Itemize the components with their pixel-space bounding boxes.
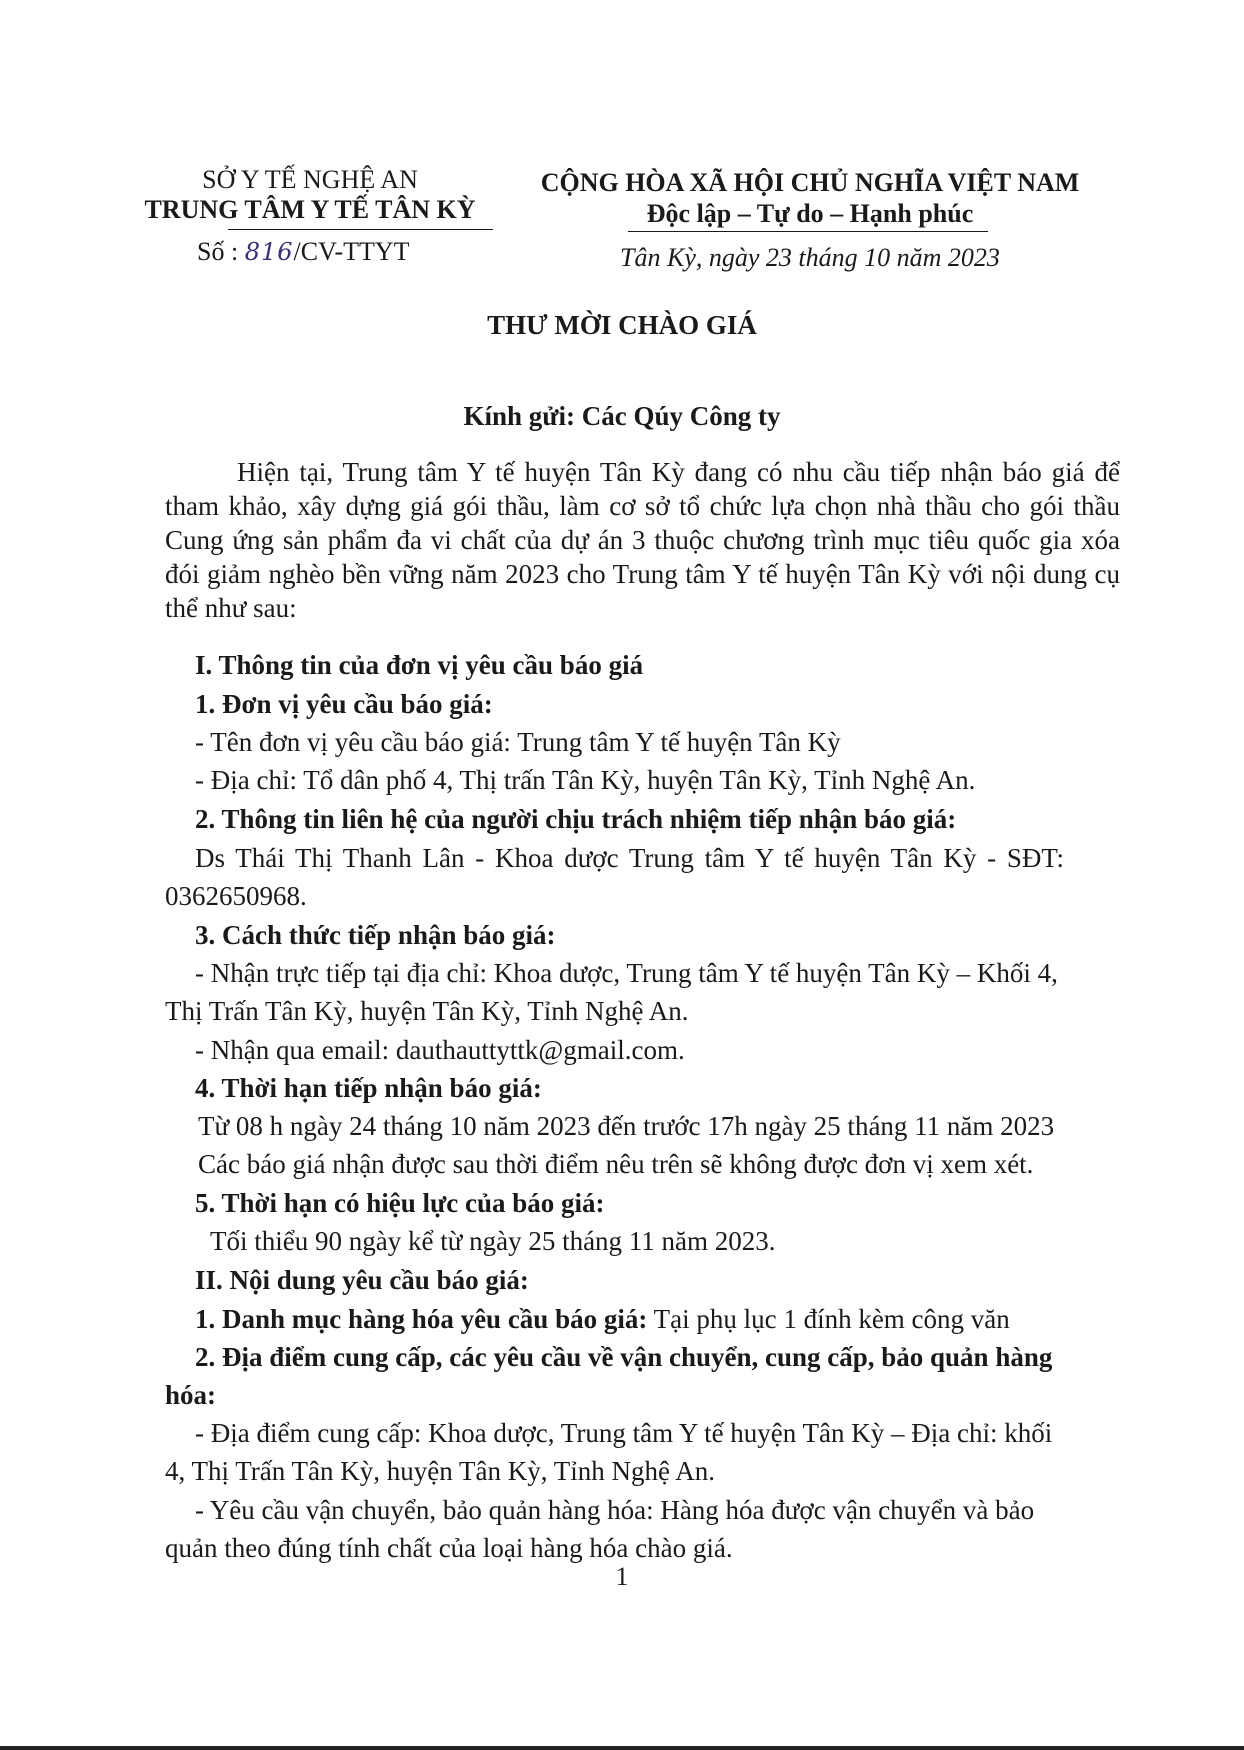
national-motto: Độc lập – Tự do – Hạnh phúc bbox=[646, 199, 974, 228]
section1-1-line1: - Tên đơn vị yêu cầu báo giá: Trung tâm Y tế huyện Tân Kỳ bbox=[195, 727, 841, 757]
section2-1-label: 1. Danh mục hàng hóa yêu cầu báo giá: bbox=[195, 1304, 648, 1334]
page-title: THƯ MỜI CHÀO GIÁ bbox=[487, 310, 757, 340]
section1-3-line1: - Nhận trực tiếp tại địa chỉ: Khoa dược, Trung tâm Y tế huyện Tân Kỳ – Khối 4, bbox=[195, 958, 1058, 988]
intro-paragraph: Hiện tại, Trung tâm Y tế huyện Tân Kỳ đang có nhu cầu tiếp nhận báo giá để tham khảo, xây dựng giá gói thầu, làm cơ sở tổ chức lựa chọn nhà thầu cho gói thầu Cung ứng sản phẩm đa vi chất của dự án 3 thuộc chương trình mục tiêu quốc gia xóa đói giảm nghèo bền vững năm 2023 cho Trung tâm Y tế huyện Tân Kỳ với nội dung cụ thể như sau: bbox=[165, 457, 1120, 623]
section2-2-line2: 4, Thị Trấn Tân Kỳ, huyện Tân Kỳ, Tỉnh Nghệ An. bbox=[165, 1456, 715, 1486]
section1-5-heading: 5. Thời hạn có hiệu lực của báo giá: bbox=[195, 1188, 605, 1218]
section1-5-line1: Tối thiểu 90 ngày kể từ ngày 25 tháng 11 năm 2023. bbox=[210, 1226, 776, 1256]
number-prefix: Số : bbox=[197, 237, 239, 266]
section1-2-line1: Ds Thái Thị Thanh Lân - Khoa dược Trung tâm Y tế huyện Tân Kỳ - SĐT: bbox=[195, 843, 1064, 873]
section1-3-line3: - Nhận qua email: dauthauttyttk@gmail.com. bbox=[195, 1035, 685, 1065]
section2-2-line3: - Yêu cầu vận chuyển, bảo quản hàng hóa: Hàng hóa được vận chuyển và bảo bbox=[195, 1495, 1035, 1525]
section1-4-line2: Các báo giá nhận được sau thời điểm nêu trên sẽ không được đơn vị xem xét. bbox=[198, 1149, 1034, 1179]
scan-bottom-edge bbox=[0, 1746, 1244, 1750]
section2-2-heading-cont: hóa: bbox=[165, 1380, 217, 1410]
section2-heading: II. Nội dung yêu cầu báo giá: bbox=[195, 1265, 529, 1295]
salutation: Kính gửi: Các Qúy Công ty bbox=[463, 401, 781, 431]
section1-1-line2: - Địa chỉ: Tổ dân phố 4, Thị trấn Tân Kỳ, huyện Tân Kỳ, Tỉnh Nghệ An. bbox=[195, 765, 976, 795]
section2-2-heading: 2. Địa điểm cung cấp, các yêu cầu về vận chuyển, cung cấp, bảo quản hàng bbox=[195, 1342, 1053, 1372]
section2-2-line1: - Địa điểm cung cấp: Khoa dược, Trung tâm Y tế huyện Tân Kỳ – Địa chỉ: khối bbox=[195, 1418, 1053, 1448]
document-number bbox=[197, 237, 410, 267]
national-title: CỘNG HÒA XÃ HỘI CHỦ NGHĨA VIỆT NAM bbox=[540, 168, 1080, 197]
header-left-underline bbox=[228, 229, 493, 230]
section1-2-line2: 0362650968. bbox=[165, 881, 307, 911]
handwritten-number: 816 bbox=[244, 238, 294, 266]
section1-heading: I. Thông tin của đơn vị yêu cầu báo giá bbox=[195, 650, 644, 680]
page-number: 1 bbox=[615, 1562, 629, 1591]
section2-2-line4: quản theo đúng tính chất của loại hàng hóa chào giá. bbox=[165, 1533, 733, 1563]
date-line: Tân Kỳ, ngày 23 tháng 10 năm 2023 bbox=[620, 243, 1000, 272]
section2-1-line bbox=[195, 1304, 1010, 1335]
section1-2-heading: 2. Thông tin liên hệ của người chịu trách nhiệm tiếp nhận báo giá: bbox=[195, 804, 957, 834]
department-name: SỞ Y TẾ NGHỆ AN bbox=[202, 165, 418, 194]
section1-1-heading: 1. Đơn vị yêu cầu báo giá: bbox=[195, 689, 493, 719]
number-suffix: /CV-TTYT bbox=[293, 237, 410, 266]
section1-3-line2: Thị Trấn Tân Kỳ, huyện Tân Kỳ, Tỉnh Nghệ An. bbox=[165, 996, 689, 1026]
center-name: TRUNG TÂM Y TẾ TÂN KỲ bbox=[144, 195, 476, 224]
motto-underline bbox=[628, 231, 988, 232]
section1-3-heading: 3. Cách thức tiếp nhận báo giá: bbox=[195, 920, 556, 950]
section1-4-line1: Từ 08 h ngày 24 tháng 10 năm 2023 đến trước 17h ngày 25 tháng 11 năm 2023 bbox=[198, 1111, 1055, 1141]
section2-1-text: Tại phụ lục 1 đính kèm công văn bbox=[647, 1304, 1010, 1334]
section1-4-heading: 4. Thời hạn tiếp nhận báo giá: bbox=[195, 1073, 542, 1103]
